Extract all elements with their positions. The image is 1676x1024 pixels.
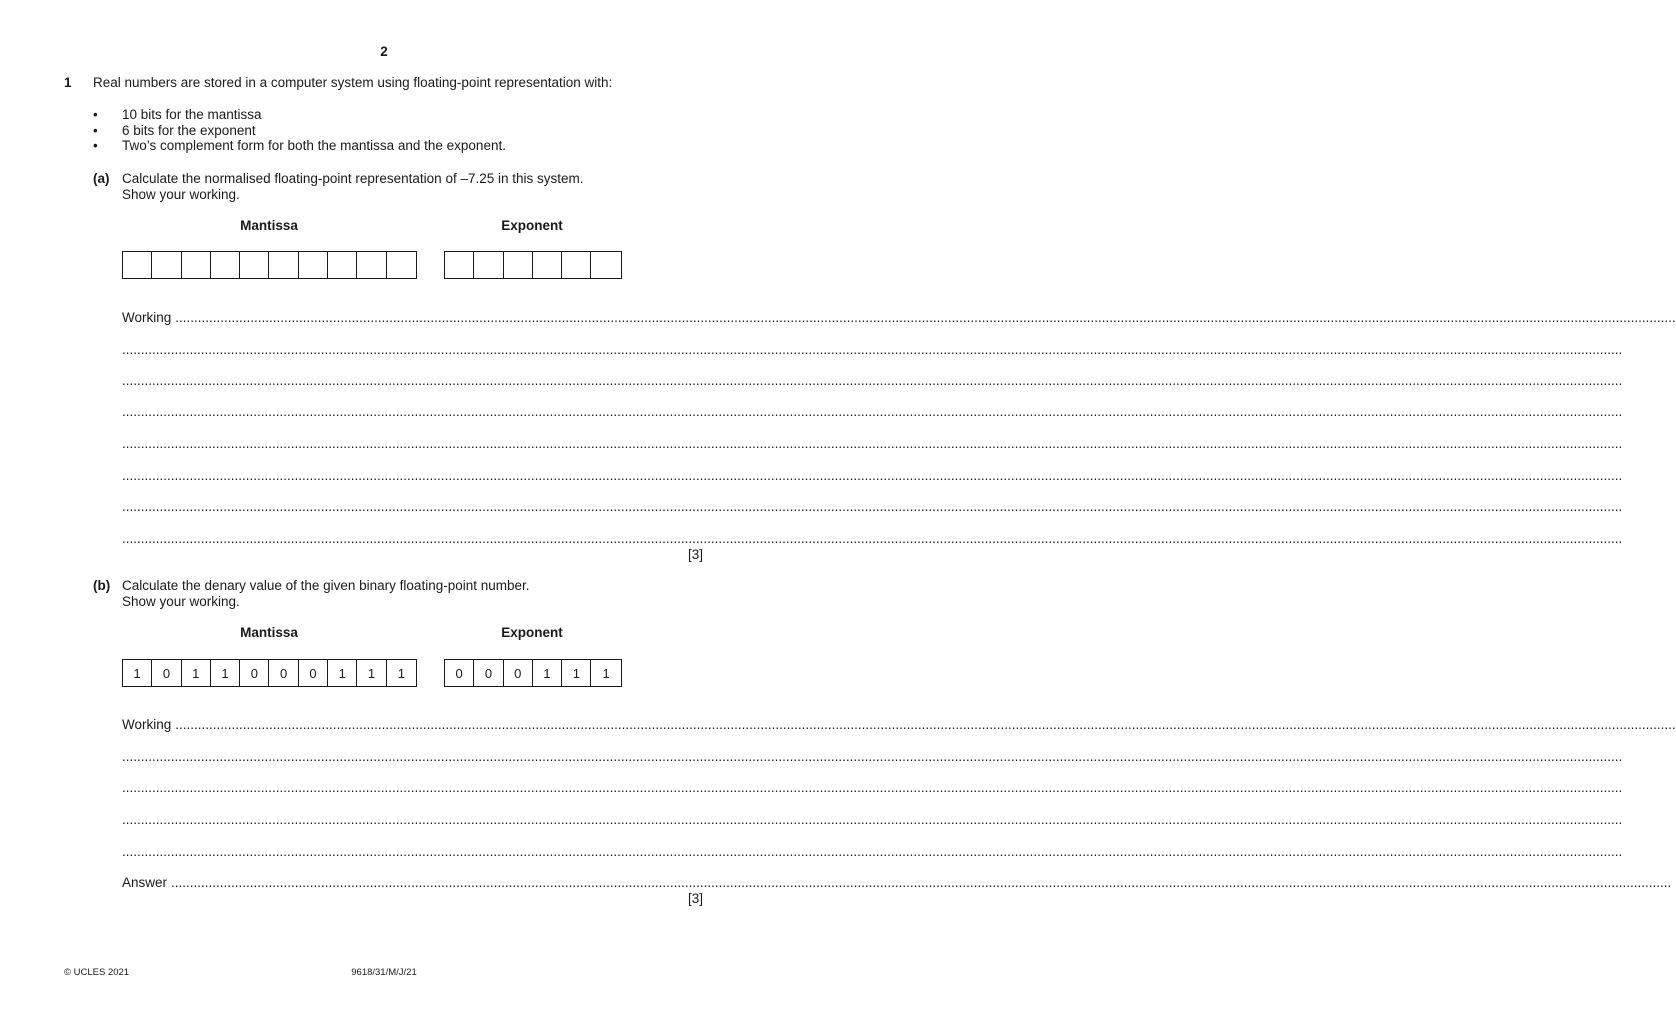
mantissa-bit-box: 0 [269,660,298,686]
part-a-instruction: Calculate the normalised floating-point representation of –7.25 in this system. [122,171,584,186]
mantissa-bit-box[interactable] [387,252,416,278]
answer-line[interactable]: ................................................................................................................................................................................................................................................................................................................................................................................................................ [122,468,1623,483]
mantissa-bit-box: 0 [240,660,269,686]
part-b-exponent-boxes [444,659,622,687]
answer-line[interactable]: ................................................................................................................................................................................................................................................................................................................................................................................................................ [122,844,1623,859]
part-b-exponent-heading: Exponent [501,625,563,640]
mantissa-bit-box[interactable] [328,252,357,278]
answer-line[interactable]: ................................................................................................................................................................................................................................................................................................................................................................................................................ [122,499,1623,514]
exponent-bit-box[interactable] [562,252,591,278]
part-b-working-line[interactable]: Working ................................................................................................................................................................................................................................................................................................................................................................................................................ [122,717,1676,732]
question-stem: Real numbers are stored in a computer system using floating-point representation with: [93,75,613,90]
part-b-mantissa-heading: Mantissa [240,625,298,640]
working-label: Working [122,717,172,732]
part-a-mantissa-heading: Mantissa [240,218,298,233]
answer-line[interactable]: ................................................................................................................................................................................................................................................................................................................................................................................................................ [122,780,1623,795]
exponent-bit-box: 0 [474,660,503,686]
mantissa-bit-box: 1 [397,665,405,681]
answer-line[interactable]: ................................................................................................................................................................................................................................................................................................................................................................................................................ [122,531,1623,546]
bullet-item: • Two’s complement form for both the mantissa and the exponent. [93,138,506,154]
bullet-item: • 10 bits for the mantissa [93,107,506,123]
part-a-exponent-boxes[interactable] [444,251,622,279]
part-a-mantissa-boxes[interactable] [122,251,417,279]
answer-line[interactable]: ................................................................................................................................................................................................................................................................................................................................................................................................................ [122,342,1623,357]
part-a-working-line[interactable]: Working ................................................................................................................................................................................................................................................................................................................................................................................................................ [122,310,1676,325]
exponent-bit-box: 0 [445,660,474,686]
mantissa-bit-box: 1 [357,660,386,686]
mantissa-bit-box[interactable] [240,252,269,278]
mantissa-bit-box[interactable] [357,252,386,278]
mantissa-bit-box: 0 [299,660,328,686]
exponent-bit-box: 1 [562,660,591,686]
exponent-bit-box: 1 [533,660,562,686]
bullet-item: • 6 bits for the exponent [93,123,506,139]
answer-line[interactable]: ................................................................................................................................................................................................................................................................................................................................................................................................................ [122,812,1623,827]
part-b-marks: [3] [687,891,703,906]
question-number: 1 [64,75,72,90]
page-number: 2 [380,44,388,59]
mantissa-bit-box: 1 [182,660,211,686]
part-b-show-working: Show your working. [122,594,240,609]
footer-paper-code: 9618/31/M/J/21 [351,967,417,978]
part-b-mantissa-boxes [122,659,417,687]
mantissa-bit-box: 0 [152,660,181,686]
part-a-show-working: Show your working. [122,187,240,202]
part-b-text [122,578,530,610]
mantissa-bit-box: 1 [328,660,357,686]
footer-copyright: © UCLES 2021 [64,967,130,978]
working-label: Working [122,310,172,325]
exponent-bit-box: 1 [602,665,610,681]
answer-line[interactable]: ................................................................................................................................................................................................................................................................................................................................................................................................................ [122,373,1623,388]
exponent-bit-box[interactable] [533,252,562,278]
part-b-label: (b) [93,578,111,593]
part-a-label: (a) [93,171,110,186]
part-a-marks: [3] [687,547,703,562]
exponent-bit-box[interactable] [474,252,503,278]
spec-bullet-list [93,107,506,154]
exponent-bit-box[interactable] [504,252,533,278]
mantissa-bit-box[interactable] [269,252,298,278]
part-a-exponent-heading: Exponent [501,218,563,233]
answer-label: Answer [122,875,168,890]
mantissa-bit-box[interactable] [211,252,240,278]
exponent-bit-box[interactable] [445,252,474,278]
mantissa-bit-box[interactable] [123,252,152,278]
answer-line[interactable]: ................................................................................................................................................................................................................................................................................................................................................................................................................ [122,404,1623,419]
mantissa-bit-box: 1 [123,660,152,686]
part-a-text [122,171,584,203]
mantissa-bit-box[interactable] [152,252,181,278]
mantissa-bit-box[interactable] [182,252,211,278]
answer-line[interactable]: ................................................................................................................................................................................................................................................................................................................................................................................................................ [122,749,1623,764]
mantissa-bit-box: 1 [211,660,240,686]
exponent-bit-box[interactable] [591,252,620,278]
part-b-answer-line[interactable]: Answer ................................................................................................................................................................................................................................................................................................................................................................................................................ [122,875,1672,890]
mantissa-bit-box[interactable] [299,252,328,278]
answer-line[interactable]: ................................................................................................................................................................................................................................................................................................................................................................................................................ [122,436,1623,451]
part-b-instruction: Calculate the denary value of the given binary floating-point number. [122,578,530,593]
exponent-bit-box: 0 [504,660,533,686]
